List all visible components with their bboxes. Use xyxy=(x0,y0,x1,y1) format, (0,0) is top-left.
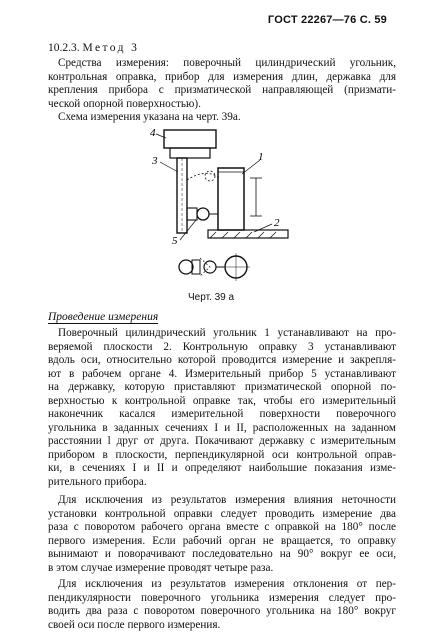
paragraph-3 xyxy=(48,578,396,632)
section-heading xyxy=(48,42,139,54)
text-line: контрольная оправка, прибор для измерения длин, державка для xyxy=(48,70,396,83)
text-line: вдоль оси, относительно которой проводится измерение и закрепля- xyxy=(48,354,396,366)
scheme-reference: Схема измерения указана на черт. 39а. xyxy=(58,111,241,123)
text-line: крепления прибора с призматической направляющей (призмати- xyxy=(48,84,396,96)
text-line: Для исключения из результатов измерения отклонения от пер- xyxy=(58,578,396,590)
text-line: расстоянии l друг от друга. Покачивают державку с измерительным xyxy=(48,435,396,447)
text-line: ки, в сечениях I и II и определяют наибольшие показания изме- xyxy=(48,462,396,474)
figure-caption: Черт. 39 а xyxy=(188,292,235,303)
checked-surface xyxy=(208,230,288,238)
text-line: Поверочный цилиндрический угольник 1 устанавливают на про- xyxy=(58,327,396,339)
mandrel-plan xyxy=(179,260,193,274)
intro-paragraph xyxy=(48,57,396,125)
text-line: на державку, которую приставляют призматической опорной по- xyxy=(48,381,396,393)
text-line: первого измерения. Если рабочий орган не вращается, то оправку xyxy=(48,534,396,547)
working-organ-base xyxy=(170,148,210,158)
indicator-dial xyxy=(197,208,209,220)
cylindrical-square xyxy=(218,168,244,230)
text-line: Для исключения из результатов измерения влияния неточности xyxy=(58,494,396,506)
text-line: рительного прибора. xyxy=(48,475,147,488)
text-line: своей оси после первого измерения. xyxy=(48,618,221,631)
page-header: ГОСТ 22267—76 С. 59 xyxy=(267,14,387,26)
text-line: наконечник касался измерительной поверхности поверочного xyxy=(48,408,396,420)
text-line: веряемой плоскости 2. Контрольную оправку 3 устанавливают xyxy=(48,340,396,353)
text-line: ют в рабочем органе 4. Измерительный прибор 5 устанавливают xyxy=(48,367,396,380)
text-line: водить два раза с поворотом поверочного угольника на 180° вокруг xyxy=(48,605,396,617)
text-line: вынимают и поворачивают последовательно на 90° вокруг ее оси, xyxy=(48,548,396,560)
text-line: Средства измерения: поверочный цилиндрический угольник, xyxy=(58,57,396,69)
label-2: 2 xyxy=(274,217,280,229)
label-4: 4 xyxy=(150,128,156,139)
section-title: Метод 3 xyxy=(82,42,140,54)
paragraph-2 xyxy=(48,494,396,575)
paragraph-1 xyxy=(48,327,396,489)
text-line: ческой опорной поверхностью). xyxy=(48,97,201,110)
label-3: 3 xyxy=(152,155,158,167)
measurement-diagram xyxy=(150,128,300,288)
subheading: Проведение измерения xyxy=(48,311,159,323)
label-5: 5 xyxy=(172,235,178,247)
text-line: пендикулярности поверочного угольника измерения следует про- xyxy=(48,591,396,604)
text-line: верхностью к контрольной оправке так, чтобы его измерительный xyxy=(48,394,396,407)
text-line: прибором в плоскости, перпендикулярной оси контрольной оправ- xyxy=(48,448,396,461)
text-line: раза с поворотом рабочего органа вместе с оправкой на 180° после xyxy=(48,521,396,533)
working-organ xyxy=(164,130,216,148)
label-1: 1 xyxy=(258,151,264,163)
section-number: 10.2.3. xyxy=(48,42,80,54)
holder xyxy=(187,208,197,220)
text-line: в этом случае измерение проводят четыре раза. xyxy=(48,561,274,574)
text-line: установки контрольной оправки следует проводить измерение два xyxy=(48,507,396,520)
text-line: угольника в заданных сечениях I и II, расположенных на заданном xyxy=(48,421,396,434)
